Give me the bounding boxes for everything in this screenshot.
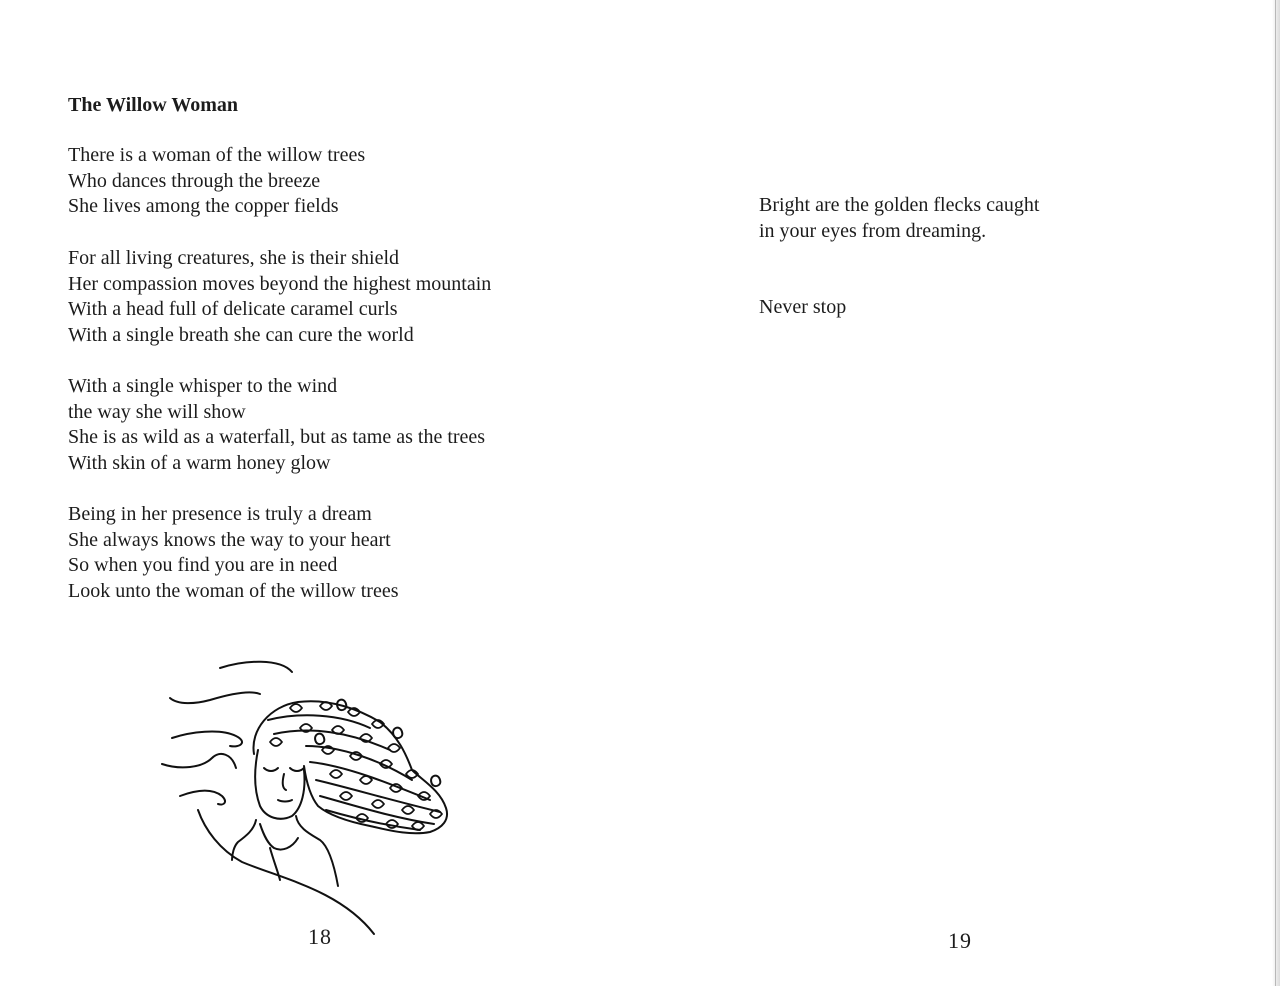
poem-line: Look unto the woman of the willow trees bbox=[68, 580, 399, 603]
poem-line: With a single whisper to the wind bbox=[68, 375, 338, 397]
poem-line: Her compassion moves beyond the highest mountain bbox=[68, 272, 492, 295]
stanza-4 bbox=[68, 502, 399, 605]
poem-line: Who dances through the breeze bbox=[68, 169, 321, 192]
wind-stroke bbox=[170, 692, 260, 703]
leaf bbox=[402, 806, 414, 814]
leaf bbox=[360, 776, 372, 784]
hair-curl bbox=[393, 728, 402, 738]
poem-line: With skin of a warm honey glow bbox=[68, 452, 331, 475]
wind-stroke bbox=[172, 732, 242, 747]
right-page bbox=[640, 0, 1280, 986]
leaf bbox=[270, 738, 282, 746]
nose bbox=[283, 774, 286, 790]
stanza-1 bbox=[68, 143, 365, 220]
wind-stroke bbox=[180, 791, 225, 805]
leaf bbox=[340, 792, 352, 800]
shoulder-curve bbox=[198, 810, 374, 934]
leaf bbox=[320, 702, 332, 710]
poem-line: For all living creatures, she is their shield bbox=[68, 247, 400, 269]
poem-title: The Willow Woman bbox=[68, 94, 239, 116]
hair-curl bbox=[431, 776, 440, 786]
poem-line: There is a woman of the willow trees bbox=[68, 144, 366, 166]
leaf bbox=[372, 800, 384, 808]
leaf bbox=[388, 744, 400, 752]
willow-woman-illustration bbox=[150, 650, 460, 940]
poem-line: Being in her presence is truly a dream bbox=[68, 503, 372, 525]
hair-strand bbox=[268, 715, 370, 728]
closing-line bbox=[759, 294, 846, 320]
strap-line bbox=[260, 824, 298, 850]
poem-line: the way she will show bbox=[68, 400, 246, 423]
face-outline bbox=[255, 750, 304, 819]
wind-stroke bbox=[162, 754, 236, 768]
leaf bbox=[330, 770, 342, 778]
page-edge-line bbox=[1275, 0, 1276, 986]
hair-curl bbox=[315, 734, 324, 744]
neck-line bbox=[232, 820, 256, 860]
poem-line: With a single breath she can cure the world bbox=[68, 324, 414, 347]
closing-text: Never stop bbox=[759, 296, 847, 318]
poem-line: With a head full of delicate caramel curls bbox=[68, 298, 398, 321]
stanza-3 bbox=[68, 374, 485, 477]
stanza-2 bbox=[68, 246, 491, 349]
eye-closed bbox=[290, 768, 304, 771]
right-verse bbox=[759, 192, 1039, 244]
neck-line bbox=[296, 816, 338, 886]
page-number: 19 bbox=[948, 928, 972, 953]
poem-line: She always knows the way to your heart bbox=[68, 528, 391, 551]
verse-line: Bright are the golden flecks caught bbox=[759, 194, 1040, 216]
page-number: 18 bbox=[308, 924, 332, 949]
poem-line: She lives among the copper fields bbox=[68, 195, 339, 218]
leaf bbox=[290, 704, 302, 712]
mouth bbox=[278, 800, 292, 802]
poem-line: So when you find you are in need bbox=[68, 554, 338, 577]
poem-line: She is as wild as a waterfall, but as tame as the trees bbox=[68, 426, 486, 449]
page-edge-shadow bbox=[1272, 0, 1280, 986]
wind-stroke bbox=[220, 662, 292, 672]
eye-closed bbox=[264, 768, 278, 771]
verse-line: in your eyes from dreaming. bbox=[759, 220, 987, 242]
